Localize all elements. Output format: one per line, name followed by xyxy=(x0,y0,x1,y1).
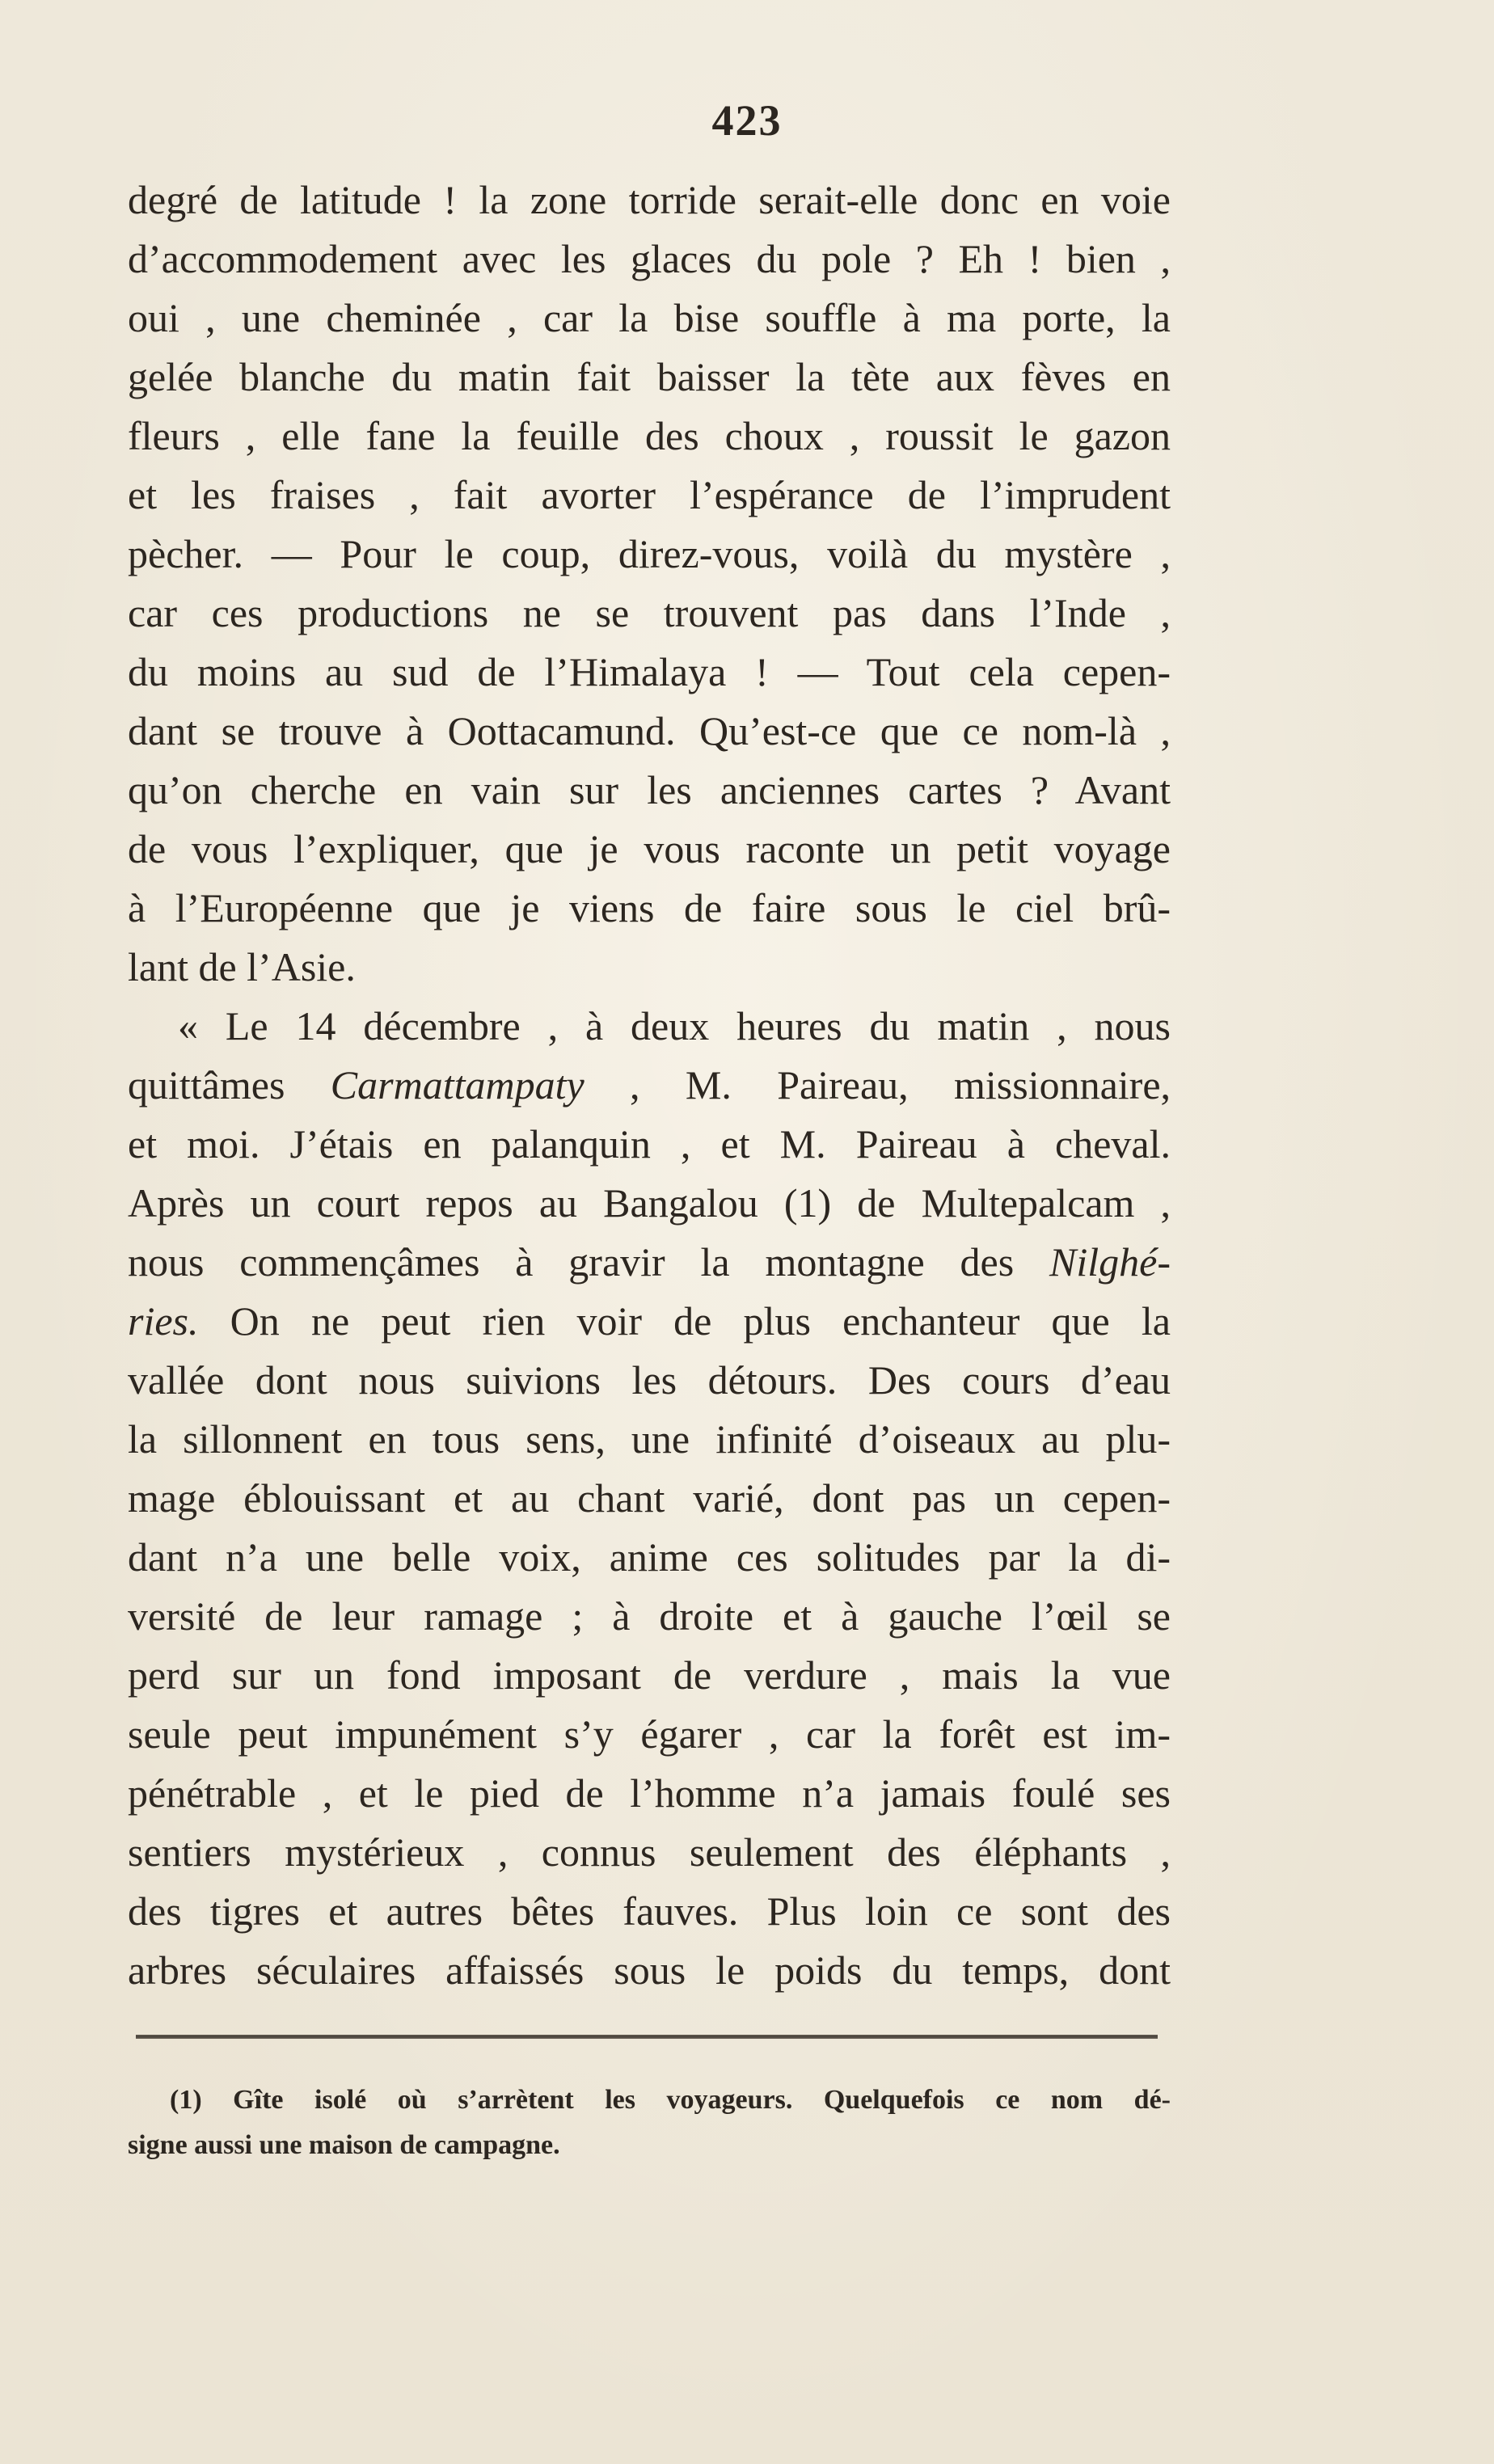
footnote-line: (1) Gîte isolé où s’arrètent les voyageurs. Quelquefois ce nom dé- xyxy=(170,2085,1171,2115)
text-line: fleurs , elle fane la feuille des choux , roussit le gazon xyxy=(128,413,1171,458)
text-line: d’accommodement avec les glaces du pole ? Eh ! bien , xyxy=(128,236,1171,281)
text-line: pècher. — Pour le coup, direz-vous, voilà du mystère , xyxy=(128,531,1171,576)
text-line: du moins au sud de l’Himalaya ! — Tout cela cepen- xyxy=(128,649,1171,694)
place-name-italic: ries. xyxy=(128,1298,199,1344)
page-number: 423 xyxy=(711,96,783,145)
text-line: la sillonnent en tous sens, une infinité d’oiseaux au plu- xyxy=(128,1416,1171,1462)
text-line: vallée dont nous suivions les détours. Des cours d’eau xyxy=(128,1357,1171,1403)
text-line: arbres séculaires affaissés sous le poids du temps, dont xyxy=(128,1947,1171,1993)
text-line: lant de l’Asie. xyxy=(128,944,356,989)
paragraph-start-line: « Le 14 décembre , à deux heures du matin , nous xyxy=(178,1003,1171,1048)
text-line: dant se trouve à Oottacamund. Qu’est-ce que ce nom-là , xyxy=(128,708,1171,753)
text-line: à l’Européenne que je viens de faire sous le ciel brû- xyxy=(128,885,1171,930)
footnote xyxy=(128,2078,1171,2168)
text-line: pénétrable , et le pied de l’homme n’a jamais foulé ses xyxy=(128,1770,1171,1816)
text-line: mage éblouissant et au chant varié, dont pas un cepen- xyxy=(128,1475,1171,1521)
text-line xyxy=(128,1056,1171,1115)
text-line: et moi. J’étais en palanquin , et M. Paireau à cheval. xyxy=(128,1121,1171,1167)
text-line: de vous l’expliquer, que je vous raconte un petit voyage xyxy=(128,826,1171,871)
text-line: et les fraises , fait avorter l’espérance de l’imprudent xyxy=(128,472,1171,517)
text-line xyxy=(128,1292,1171,1351)
text-line: perd sur un fond imposant de verdure , mais la vue xyxy=(128,1652,1171,1698)
text-line: degré de latitude ! la zone torride serait-elle donc en voie xyxy=(128,177,1171,222)
text-line: Après un court repos au Bangalou (1) de Multepalcam , xyxy=(128,1180,1171,1226)
place-name-italic: Nilghé- xyxy=(1049,1239,1171,1285)
text-line: gelée blanche du matin fait baisser la tète aux fèves en xyxy=(128,354,1171,399)
footnote-line: signe aussi une maison de campagne. xyxy=(128,2130,560,2160)
place-name-italic: Carmattampaty xyxy=(330,1062,585,1108)
text-span: nous commençâmes à gravir la montagne des xyxy=(128,1239,1015,1285)
body-text xyxy=(128,171,1171,2000)
text-line: versité de leur ramage ; à droite et à gauche l’œil se xyxy=(128,1593,1171,1639)
text-line: car ces productions ne se trouvent pas dans l’Inde , xyxy=(128,590,1171,635)
text-span: , M. Paireau, missionnaire, xyxy=(630,1062,1171,1108)
text-line: oui , une cheminée , car la bise souffle à ma porte, la xyxy=(128,295,1171,340)
text-line: sentiers mystérieux , connus seulement des éléphants , xyxy=(128,1829,1171,1875)
text-span: quittâmes xyxy=(128,1062,285,1108)
footnote-divider xyxy=(136,2035,1158,2039)
text-line: seule peut impunément s’y égarer , car la forêt est im- xyxy=(128,1711,1171,1757)
text-line: des tigres et autres bêtes fauves. Plus loin ce sont des xyxy=(128,1888,1171,1934)
text-span: On ne peut rien voir de plus enchanteur que la xyxy=(230,1298,1171,1344)
text-line xyxy=(128,1233,1171,1292)
text-line: qu’on cherche en vain sur les anciennes cartes ? Avant xyxy=(128,767,1171,812)
text-line: dant n’a une belle voix, anime ces solitudes par la di- xyxy=(128,1534,1171,1580)
